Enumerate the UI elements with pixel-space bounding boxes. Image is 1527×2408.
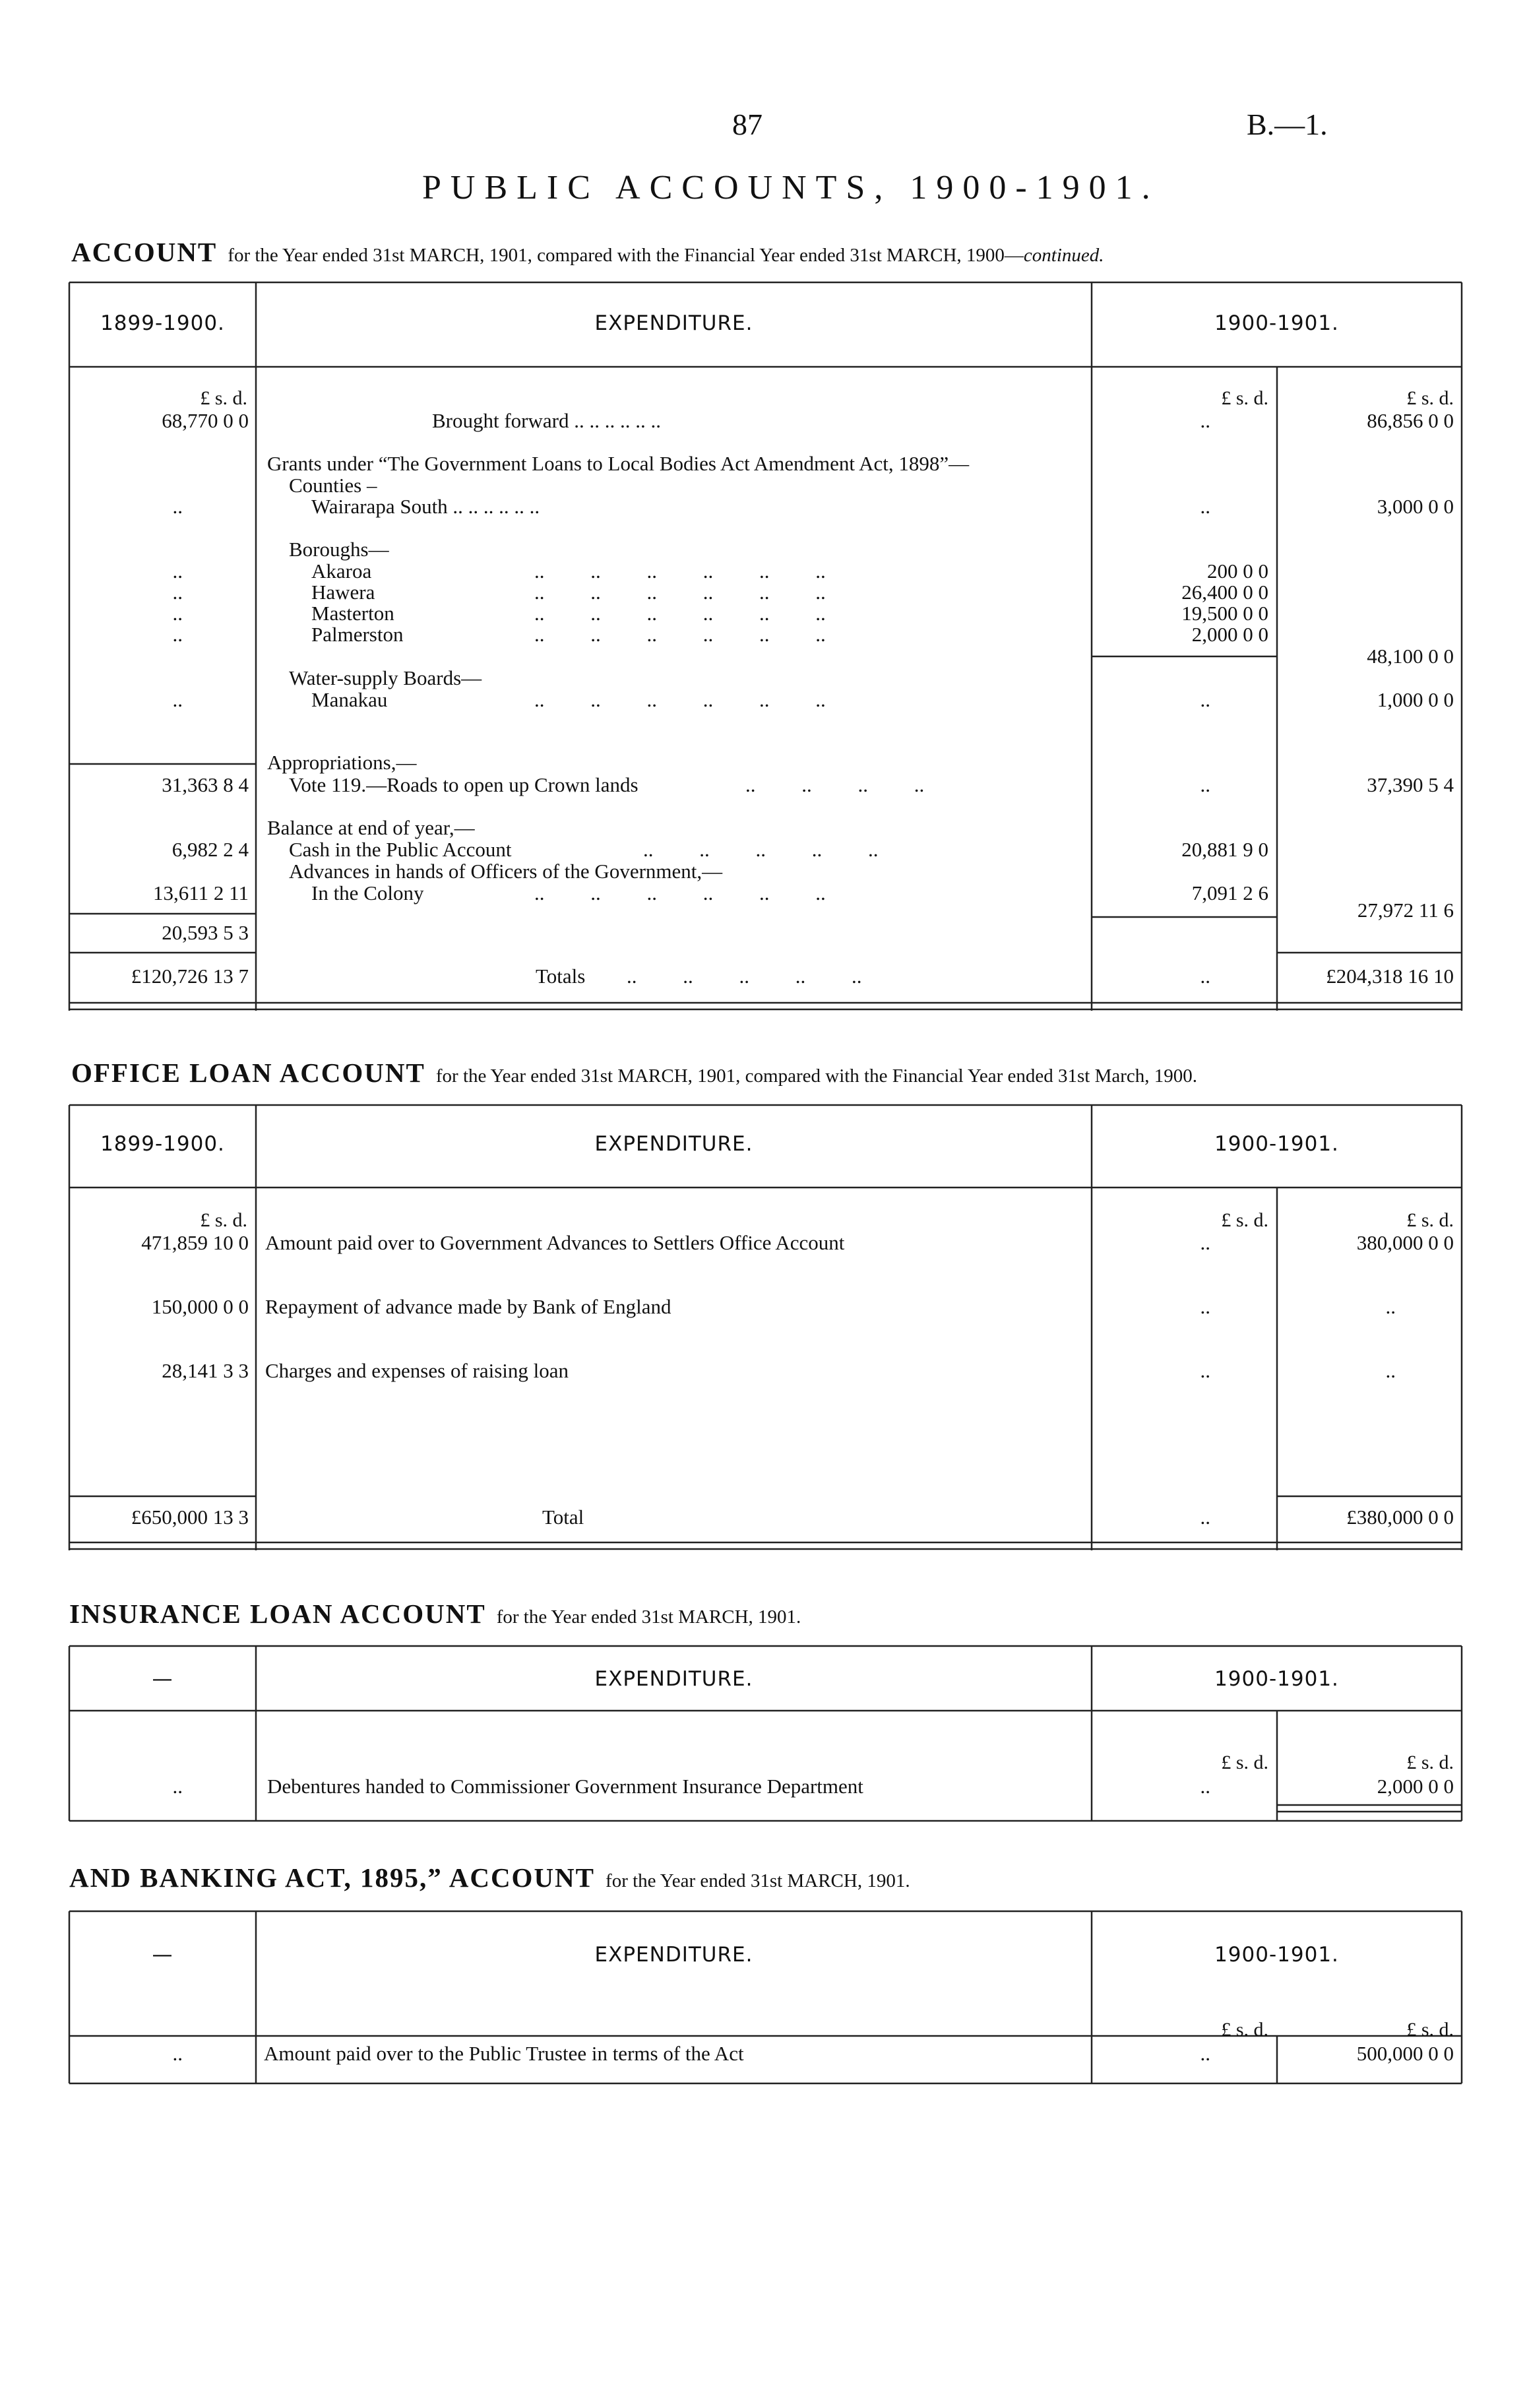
page-number: 87 [732,108,763,141]
t1-row-desc: Grants under “The Government Loans to Local Bodies Act Amendment Act, 1898”— [267,452,970,475]
account2-heading [71,1057,1197,1089]
leader-dots: .. .. .. .. .. .. [534,623,826,646]
t3-row-desc: Debentures handed to Commissioner Government Insurance Department [267,1775,863,1798]
t1-row-desc: Brought forward .. .. .. .. .. .. [432,409,661,432]
t1-row-prev: 68,770 0 0 [162,409,249,432]
t1-row-mid: .. [1200,688,1210,711]
leader-dots: .. .. .. .. .. .. [534,881,826,904]
t2-total-label: Total [542,1505,584,1529]
account4-heading-bold: AND BANKING ACT, 1895,” ACCOUNT [69,1862,596,1893]
t1-row-prev: 6,982 2 4 [171,838,249,861]
t1-row-desc: Manakau [311,688,388,711]
t4-lsd-curr: £ s. d. [1406,2019,1454,2041]
t1-row-desc: Masterton [311,602,394,625]
t1-row-desc: Hawera [311,581,375,604]
t1-header-curr-year: 1900-1901. [1214,311,1339,335]
t4-row-mid: .. [1200,2042,1210,2065]
leader-dots: .. .. .. .. .. .. [534,559,826,583]
t2-lsd-mid: £ s. d. [1221,1209,1268,1231]
t2-row-prev: 471,859 10 0 [141,1231,249,1254]
t2-row-curr: .. [1385,1359,1396,1382]
account1-heading-rest: for the Year ended 31st MARCH, 1901, compared with the Financial Year ended 31st MARCH, 1900— [228,245,1024,266]
t2-row-prev: 28,141 3 3 [162,1359,249,1382]
account2-heading-rest: for the Year ended 31st MARCH, 1901, compared with the Financial Year ended 31st March, 1900. [435,1065,1198,1087]
t2-row-prev: 150,000 0 0 [151,1295,249,1318]
leader-dots: .. .. .. .. [745,773,925,796]
t2-lsd-prev: £ s. d. [200,1209,247,1231]
t1-row-desc: Counties – [289,474,377,497]
t2-row-curr: 380,000 0 0 [1356,1231,1454,1254]
t1-header-expenditure: EXPENDITURE. [594,311,753,335]
account4-heading [69,1862,910,1893]
leader-dots: .. .. .. .. .. .. [534,602,826,625]
t1-row-desc: Water-supply Boards— [289,666,482,689]
t1-total-mid: .. [1200,965,1210,988]
t4-row-desc: Amount paid over to the Public Trustee in terms of the Act [264,2042,744,2065]
t1-row-mid: 19,500 0 0 [1181,602,1268,625]
t1-total-curr: £204,318 16 10 [1326,965,1454,988]
t1-row-curr: 3,000 0 0 [1377,495,1454,518]
leader-dots: .. .. .. .. .. .. [534,581,826,604]
leader-dots: .. .. .. .. .. [627,965,862,988]
t1-row-desc: Balance at end of year,— [267,816,475,839]
t1-row-mid: 20,881 9 0 [1181,838,1268,861]
t1-row-prev: .. [172,688,183,711]
t1-row-desc: Wairarapa South .. .. .. .. .. .. [311,495,540,518]
t1-row-prev: .. [172,623,183,646]
t1-row-desc: Advances in hands of Officers of the Government,— [289,860,723,883]
t1-row-desc: Akaroa [311,559,372,583]
t2-row-mid: .. [1200,1231,1210,1254]
t1-row-prev: .. [172,602,183,625]
account3-heading [69,1598,801,1630]
t1-row-mid: .. [1200,495,1210,518]
t1-row-desc: Palmerston [311,623,404,646]
t2-total-prev: £650,000 13 3 [131,1505,249,1529]
page-title: PUBLIC ACCOUNTS, 1900-1901. [422,169,1160,206]
t2-lsd-curr: £ s. d. [1406,1209,1454,1231]
t1-header-prev-year: 1899-1900. [100,311,225,335]
t3-row-mid: .. [1200,1775,1210,1798]
t3-header-expenditure: EXPENDITURE. [594,1667,753,1691]
page-reference: B.—1. [1247,108,1328,141]
t1-row-prev: 13,611 2 11 [153,881,249,904]
t1-row-desc: Appropriations,— [267,751,417,774]
t1-row-mid: .. [1200,773,1210,796]
account1-heading-italic: continued. [1023,245,1104,266]
t2-header-expenditure: EXPENDITURE. [594,1132,753,1156]
account4-heading-rest: for the Year ended 31st MARCH, 1901. [606,1870,910,1891]
account1-heading [71,236,1104,268]
t2-row-curr: .. [1385,1295,1396,1318]
t3-lsd-mid: £ s. d. [1221,1752,1268,1773]
t3-row-prev: .. [172,1775,183,1798]
t2-row-desc: Charges and expenses of raising loan [265,1359,569,1382]
account2-heading-bold: OFFICE LOAN ACCOUNT [71,1058,425,1088]
t1-total-prev: £120,726 13 7 [131,965,249,988]
t2-row-mid: .. [1200,1295,1210,1318]
t3-header-dash: — [152,1667,173,1691]
account3-heading-rest: for the Year ended 31st MARCH, 1901. [496,1606,801,1628]
t4-header-expenditure: EXPENDITURE. [594,1943,753,1967]
t1-row-prev: .. [172,581,183,604]
t4-lsd-mid: £ s. d. [1221,2019,1268,2041]
t1-row-mid: 7,091 2 6 [1191,881,1268,904]
t4-header-dash: — [152,1943,173,1967]
t1-row-curr: 37,390 5 4 [1367,773,1454,796]
t2-header-curr-year: 1900-1901. [1214,1132,1339,1156]
t1-row-desc: Cash in the Public Account [289,838,512,861]
t1-total-label: Totals [536,965,586,988]
account3-heading-bold: INSURANCE LOAN ACCOUNT [69,1599,486,1629]
t1-row-curr: 48,100 0 0 [1367,645,1454,668]
leader-dots: .. .. .. .. .. [643,838,879,861]
t3-lsd-curr: £ s. d. [1406,1752,1454,1773]
t1-row-desc: Vote 119.—Roads to open up Crown lands [289,773,639,796]
t3-header-curr-year: 1900-1901. [1214,1667,1339,1691]
t2-total-mid: .. [1200,1505,1210,1529]
t1-row-desc: In the Colony [311,881,424,904]
account1-heading-bold: ACCOUNT [71,237,218,267]
t1-row-mid: 200 0 0 [1207,559,1268,583]
t1-row-curr: 1,000 0 0 [1377,688,1454,711]
t1-lsd-prev: £ s. d. [200,387,247,409]
t1-row-mid: .. [1200,409,1210,432]
t2-row-mid: .. [1200,1359,1210,1382]
t1-row-prev: .. [172,495,183,518]
t1-row-curr: 86,856 0 0 [1367,409,1454,432]
t1-lsd-curr: £ s. d. [1406,387,1454,409]
t1-row-prev: .. [172,559,183,583]
leader-dots: .. .. .. .. .. .. [534,688,826,711]
t1-lsd-mid: £ s. d. [1221,387,1268,409]
t3-row-curr: 2,000 0 0 [1377,1775,1454,1798]
t2-total-curr: £380,000 0 0 [1346,1505,1454,1529]
t4-row-prev: .. [172,2042,183,2065]
t1-row-prev: 20,593 5 3 [162,921,249,944]
t1-row-mid: 2,000 0 0 [1191,623,1268,646]
t2-row-desc: Amount paid over to Government Advances to Settlers Office Account [265,1231,845,1254]
t1-row-desc: Boroughs— [289,538,389,561]
t1-row-prev: 31,363 8 4 [162,773,249,796]
t4-row-curr: 500,000 0 0 [1356,2042,1454,2065]
t1-row-curr: 27,972 11 6 [1357,899,1454,922]
t2-row-desc: Repayment of advance made by Bank of England [265,1295,671,1318]
t4-header-curr-year: 1900-1901. [1214,1943,1339,1967]
t2-header-prev-year: 1899-1900. [100,1132,225,1156]
t1-row-mid: 26,400 0 0 [1181,581,1268,604]
